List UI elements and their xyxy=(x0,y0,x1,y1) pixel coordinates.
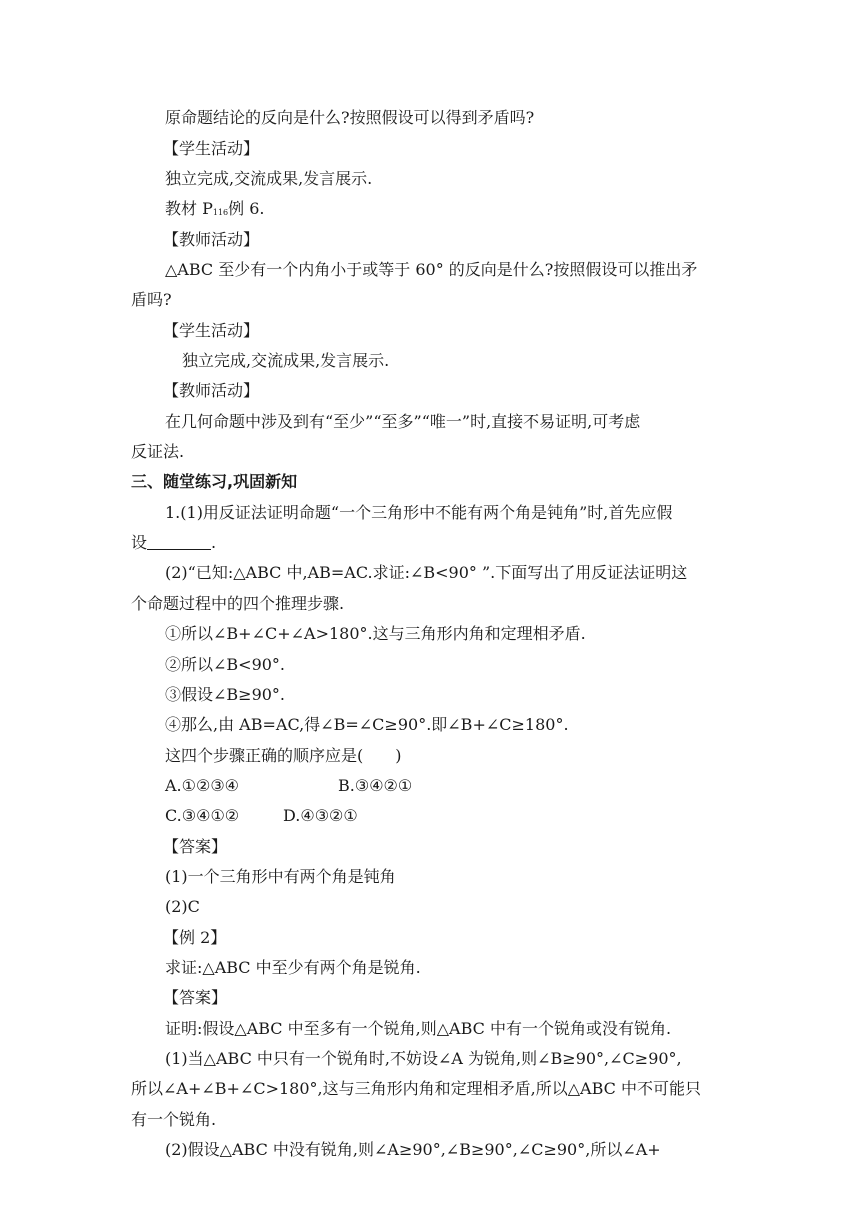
option-c: C.③④①② xyxy=(165,806,240,825)
text-line: 求证:△ABC 中至少有两个角是锐角. xyxy=(165,958,421,977)
proof-line: (1)当△ABC 中只有一个锐角时,不妨设∠A 为锐角,则∠B≥90°,∠C≥90°, xyxy=(165,1049,682,1068)
option-d: D.④③②① xyxy=(283,806,358,825)
proof-line: 证明:假设△ABC 中至多有一个锐角,则△ABC 中有一个锐角或没有锐角. xyxy=(165,1019,672,1038)
text-line: 在几何命题中涉及到有“至少”“至多”“唯一”时,直接不易证明,可考虑 xyxy=(165,412,641,431)
text-line: △ABC 至少有一个内角小于或等于 60° 的反向是什么?按照假设可以推出矛 xyxy=(165,260,698,279)
section-label: 【教师活动】 xyxy=(163,381,260,400)
question-line: 设 . xyxy=(131,533,217,552)
section-label: 【答案】 xyxy=(163,988,228,1007)
page-subscript: 116 xyxy=(212,208,229,217)
step-line: ①所以∠B+∠C+∠A>180°.这与三角形内角和定理相矛盾. xyxy=(165,624,586,643)
question-line: 个命题过程中的四个推理步骤. xyxy=(131,594,345,613)
step-line: ④那么,由 AB=AC,得∠B=∠C≥90°.即∠B+∠C≥180°. xyxy=(165,715,569,734)
option-row xyxy=(165,775,413,797)
question-line: (2)“已知:△ABC 中,AB=AC.求证:∠B<90° ”.下面写出了用反证法证明这 xyxy=(165,563,688,582)
question-line: 这四个步骤正确的顺序应是( ) xyxy=(165,746,402,765)
proof-line: 所以∠A+∠B+∠C>180°,这与三角形内角和定理相矛盾,所以△ABC 中不可能只 xyxy=(131,1079,701,1098)
answer-line: (2)C xyxy=(165,897,200,916)
option-row xyxy=(165,805,358,827)
text-line: 反证法. xyxy=(131,442,185,461)
step-line: ③假设∠B≥90°. xyxy=(165,685,286,704)
text-line: 盾吗? xyxy=(131,290,172,309)
text-line xyxy=(165,198,265,220)
section-label: 【例 2】 xyxy=(163,928,227,947)
text-line: 独立完成,交流成果,发言展示. xyxy=(165,169,373,188)
step-line: ②所以∠B<90°. xyxy=(165,655,286,674)
answer-line: (1)一个三角形中有两个角是钝角 xyxy=(165,867,396,886)
textbook-ref: 教材 P xyxy=(165,199,213,218)
example-ref: 例 6. xyxy=(228,199,265,218)
text-line: 原命题结论的反向是什么?按照假设可以得到矛盾吗? xyxy=(165,108,535,127)
option-a: A.①②③④ xyxy=(165,776,240,795)
section-label: 【学生活动】 xyxy=(163,139,260,158)
section-label: 【学生活动】 xyxy=(163,321,260,340)
option-b: B.③④②① xyxy=(338,776,413,795)
section-heading: 三、随堂练习,巩固新知 xyxy=(131,472,298,491)
answer-blank xyxy=(147,533,211,550)
proof-line: 有一个锐角. xyxy=(131,1110,217,1129)
section-label: 【答案】 xyxy=(163,837,228,856)
question-line: 1.(1)用反证法证明命题“一个三角形中不能有两个角是钝角”时,首先应假 xyxy=(165,503,673,522)
text-line: 独立完成,交流成果,发言展示. xyxy=(182,351,390,370)
section-label: 【教师活动】 xyxy=(163,230,260,249)
proof-line: (2)假设△ABC 中没有锐角,则∠A≥90°,∠B≥90°,∠C≥90°,所以∠A+ xyxy=(165,1140,661,1159)
